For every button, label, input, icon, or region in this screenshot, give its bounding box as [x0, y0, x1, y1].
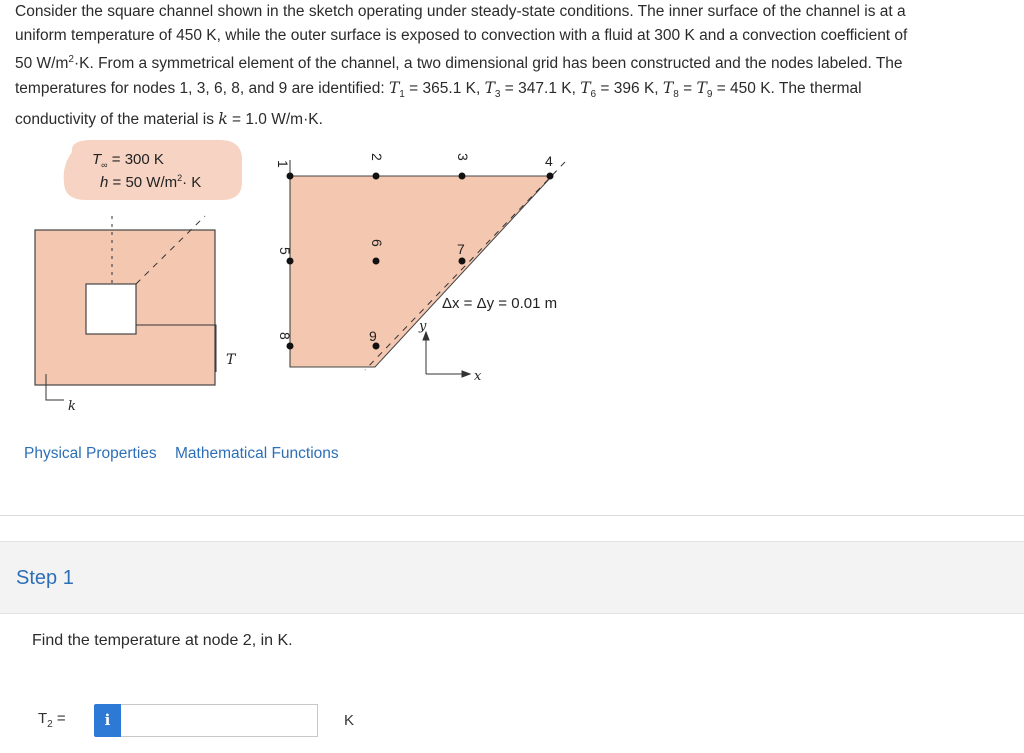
problem-statement: [15, 0, 1015, 132]
k-label: k: [68, 399, 76, 414]
info-icon[interactable]: i: [94, 704, 121, 737]
step-header: [0, 541, 1024, 614]
node-2: [373, 173, 380, 180]
node-4: [547, 173, 554, 180]
axis-x-label: x: [474, 369, 482, 384]
problem-line-3: 50 $W/m^2\cdot K$. From a symmetrical element of the channel, a two dimensional grid has been constructed and the nodes labeled. The: [15, 54, 903, 73]
physical-properties-link[interactable]: Physical Properties: [24, 445, 157, 462]
answer-unit: K: [344, 711, 355, 729]
node-3: [459, 173, 466, 180]
node-label-6: 6: [369, 239, 385, 247]
step-title: Step 1: [16, 567, 74, 589]
node-label-1: 1: [275, 160, 291, 168]
node-label-5: 5: [277, 247, 293, 255]
grid-element: [290, 176, 552, 367]
channel-inner: [86, 284, 136, 334]
node-1: [287, 173, 294, 180]
node-label-3: 3: [455, 153, 471, 161]
divider: [0, 515, 1024, 516]
node-label-2: 2: [369, 153, 385, 161]
node-label-8: 8: [277, 332, 293, 340]
answer-input[interactable]: [121, 704, 318, 737]
axes: [423, 332, 470, 377]
problem-line-4: temperatures for nodes 1, 3, 6, 8, and 9 are identified: $T_1 = 365.1$ K, $T_3 = 347.1$ K, $T_6 = 396$ K, $T_8 = T_9 = 450$ K. The thermal: [15, 79, 862, 101]
h-label: h = 50 $W/m^2\cdot K$: [100, 173, 202, 191]
step-question: Find the temperature at node 2, in K.: [32, 632, 293, 649]
node-label-9: 9: [369, 328, 377, 344]
t-inf-label: $T_\infty = 300$ K: [92, 151, 164, 170]
grid-spacing-label: Δx = Δy = 0.01 m: [442, 295, 558, 312]
node-label-4: 4: [545, 153, 553, 169]
inner-t-label: T: [226, 352, 236, 368]
node-label-7: 7: [457, 241, 465, 257]
node-6: [373, 258, 380, 265]
fluid-cloud: [64, 140, 242, 200]
resource-links: [24, 445, 353, 463]
node-7: [459, 258, 466, 265]
problem-line-5: conductivity of the material is k = 1.0 W/m·K.: [15, 110, 323, 129]
problem-line-2: uniform temperature of 450 K, while the outer surface is exposed to convection with a fluid at 300 K and a convection coefficient of: [15, 27, 908, 44]
answer-variable-label: $T_2$ =: [38, 710, 66, 730]
node-5: [287, 258, 294, 265]
problem-line-1: Consider the square channel shown in the sketch operating under steady-state conditions. The inner surface of the channel is at a: [15, 3, 906, 20]
axis-y-label: y: [419, 319, 427, 334]
mathematical-functions-link[interactable]: Mathematical Functions: [174, 445, 339, 462]
node-8: [287, 343, 294, 350]
channel-figure: [0, 130, 620, 430]
answer-row: [38, 703, 354, 737]
